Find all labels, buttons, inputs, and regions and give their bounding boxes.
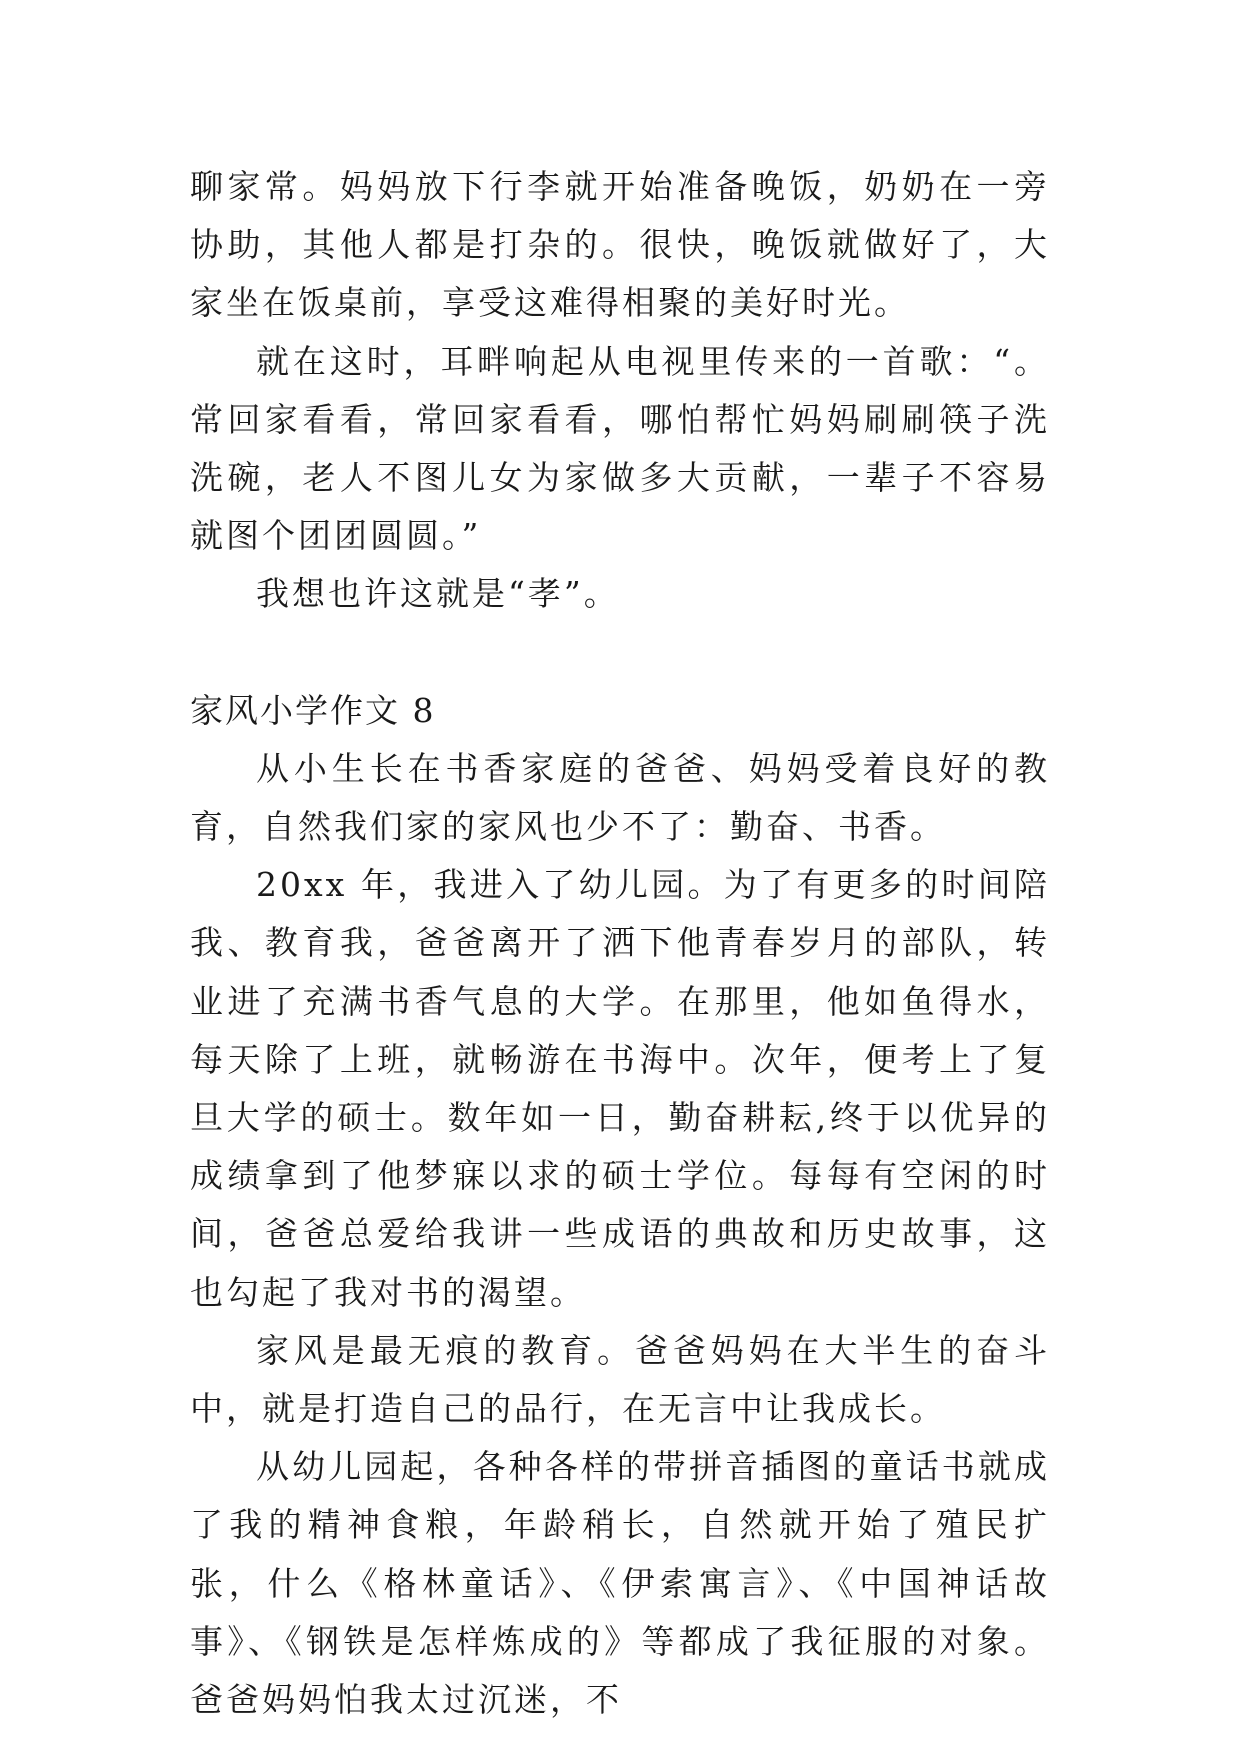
paragraph: 聊家常。妈妈放下行李就开始准备晚饭，奶奶在一旁协助，其他人都是打杂的。很快，晚饭就做好了，大家坐在饭桌前，享受这难得相聚的美好时光。 — [190, 167, 1050, 323]
paragraph: 从幼儿园起，各种各样的带拼音插图的童话书就成了我的精神食粮，年龄稍长，自然就开始了殖民扩张，什么《格林童话》、《伊索寓言》、《中国神话故事》、《钢铁是怎样炼成的》等都成了我征服的对象。爸爸妈妈怕我太过沉迷，不 — [190, 1447, 1050, 1720]
document-body — [190, 158, 1050, 1729]
paragraph: 20xx 年，我进入了幼儿园。为了有更多的时间陪我、教育我，爸爸离开了洒下他青春岁月的部队，转业进了充满书香气息的大学。在那里，他如鱼得水，每天除了上班，就畅游在书海中。次年，便考上了复旦大学的硕士。数年如一日，勤奋耕耘,终于以优异的成绩拿到了他梦寐以求的硕士学位。每每有空闲的时间，爸爸总爱给我讲一些成语的典故和历史故事，这也勾起了我对书的渴望。 — [190, 865, 1050, 1312]
section-title: 家风小学作文 8 — [190, 690, 436, 730]
paragraph: 从小生长在书香家庭的爸爸、妈妈受着良好的教育，自然我们家的家风也少不了：勤奋、书香。 — [190, 748, 1050, 847]
section-spacer — [190, 624, 1050, 682]
paragraph: 家风是最无痕的教育。爸爸妈妈在大半生的奋斗中，就是打造自己的品行，在无言中让我成长。 — [190, 1330, 1050, 1429]
paragraph: 就在这时，耳畔响起从电视里传来的一首歌：“。常回家看看，常回家看看，哪怕帮忙妈妈刷刷筷子洗洗碗，老人不图儿女为家做多大贡献，一辈子不容易就图个团团圆圆。” — [190, 341, 1050, 556]
paragraph: 我想也许这就是“孝”。 — [256, 574, 620, 614]
